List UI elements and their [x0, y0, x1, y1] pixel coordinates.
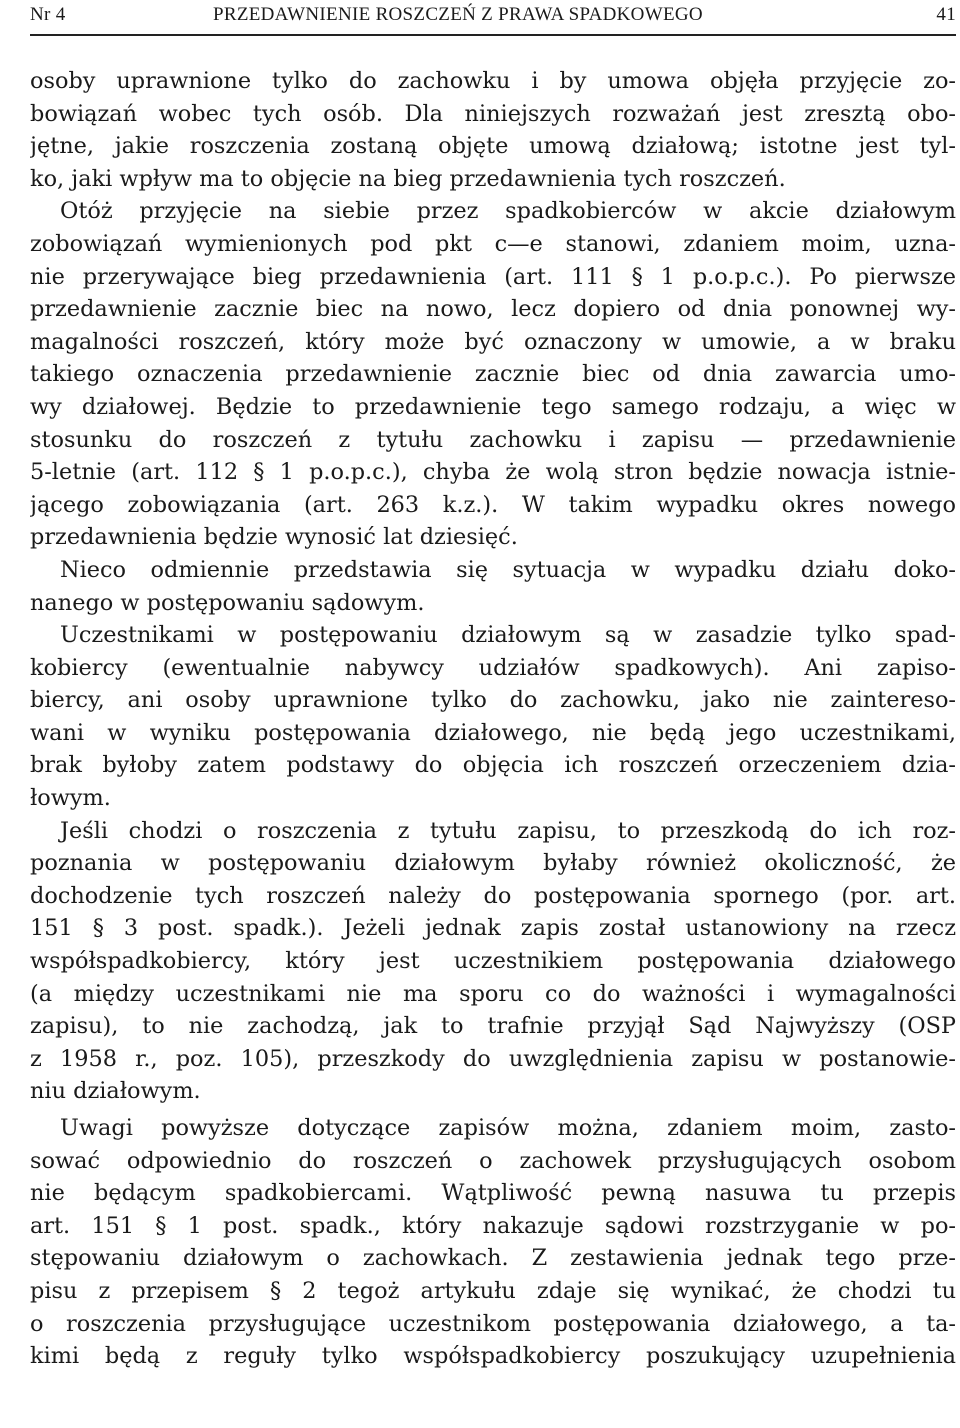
text-line: przedawnienia będzie wynosić lat dziesięć. [30, 524, 518, 551]
page-number: 41 [936, 4, 956, 25]
text-line: niu działowym. [30, 1078, 201, 1105]
text-line: zapisu), to nie zachodzą, jak to trafnie przyjął Sąd Najwyższy (OSP [30, 1013, 956, 1040]
text-line: nie będącym spadkobiercami. Wątpliwość pewną nasuwa tu przepis [30, 1180, 956, 1207]
text-line: z 1958 r., poz. 105), przeszkody do uwzględnienia zapisu w postanowie- [30, 1045, 956, 1072]
issue-number: Nr 4 [30, 4, 66, 25]
text-line: ko, jaki wpływ ma to objęcie na bieg przedawnienia tych roszczeń. [30, 165, 786, 192]
text-line: Otóż przyjęcie na siebie przez spadkobierców w akcie działowym [60, 198, 956, 225]
text-line: stosunku do roszczeń z tytułu zachowku i zapisu — przedawnienie [30, 426, 956, 453]
text-line: Jeśli chodzi o roszczenia z tytułu zapisu, to przeszkodą do ich roz- [60, 817, 956, 844]
text-line: poznania w postępowaniu działowym byłaby również okoliczność, że [30, 850, 956, 877]
text-line: stępowaniu działowym o zachowkach. Z zestawienia jednak tego prze- [30, 1245, 956, 1272]
text-line: dochodzenie tych roszczeń należy do postępowania spornego (por. art. [30, 882, 956, 909]
text-line: współspadkobiercy, który jest uczestnikiem postępowania działowego [30, 948, 956, 975]
text-line: kobiercy (ewentualnie nabywcy udziałów spadkowych). Ani zapiso- [30, 654, 956, 681]
text-line: Uwagi powyższe dotyczące zapisów można, zdaniem moim, zasto- [60, 1115, 956, 1141]
text-line: 151 § 3 post. spadk.). Jeżeli jednak zapis został ustanowiony na rzecz [30, 915, 956, 942]
body-text [30, 65, 956, 1373]
text-line: 5-letnie (art. 112 § 1 p.o.p.c.), chyba że wolą stron będzie nowacja istnie- [30, 459, 956, 486]
text-line: jącego zobowiązania (art. 263 k.z.). W takim wypadku okres nowego [30, 491, 956, 518]
text-line: osoby uprawnione tylko do zachowku i by umowa objęła przyjęcie zo- [30, 68, 956, 94]
text-line: łowym. [30, 785, 111, 812]
text-line: brak byłoby zatem podstawy do objęcia ich roszczeń orzeczeniem dzia- [30, 752, 956, 779]
text-line: pisu z przepisem § 2 tegoż artykułu zdaje się wynikać, że chodzi tu [30, 1277, 956, 1304]
text-line: zobowiązań wymienionych pod pkt c—e stanowi, zdaniem moim, uzna- [30, 230, 956, 257]
text-line: Nieco odmiennie przedstawia się sytuacja w wypadku działu doko- [60, 556, 956, 583]
running-title: PRZEDAWNIENIE ROSZCZEŃ Z PRAWA SPADKOWEGO [213, 4, 703, 25]
text-line: wy działowej. Będzie to przedawnienie tego samego rodzaju, a więc w [30, 393, 956, 420]
running-header [30, 0, 958, 30]
text-line: o roszczenia przysługujące uczestnikom postępowania działowego, a ta- [30, 1310, 956, 1337]
text-line: magalności roszczeń, który może być oznaczony w umowie, a w braku [30, 328, 956, 355]
text-line: takiego oznaczenia przedawnienie zacznie biec od dnia zawarcia umo- [30, 361, 956, 388]
text-line: bowiązań wobec tych osób. Dla niniejszych rozważań jest zresztą obo- [30, 100, 956, 127]
text-line: kimi będą z reguły tylko współspadkobiercy poszukujący uzupełnienia [30, 1343, 956, 1370]
text-line: nie przerywające bieg przedawnienia (art. 111 § 1 p.o.p.c.). Po pierwsze [30, 263, 956, 290]
text-line: art. 151 § 1 post. spadk., który nakazuje sądowi rozstrzyganie w po- [30, 1212, 956, 1239]
text-line: przedawnienie zacznie biec na nowo, lecz dopiero od dnia ponownej wy- [30, 296, 956, 323]
header-rule [30, 34, 956, 36]
text-line: nanego w postępowaniu sądowym. [30, 589, 425, 616]
text-line: Uczestnikami w postępowaniu działowym są w zasadzie tylko spad- [60, 622, 956, 649]
text-line: jętne, jakie roszczenia zostaną objęte umową działową; istotne jest tyl- [30, 133, 956, 160]
text-line: sować odpowiednio do roszczeń o zachowek przysługujących osobom [30, 1147, 956, 1174]
text-line: (a między uczestnikami nie ma sporu co do ważności i wymagalności [30, 980, 956, 1007]
text-line: wani w wyniku postępowania działowego, nie będą jego uczestnikami, [30, 719, 956, 746]
text-line: biercy, ani osoby uprawnione tylko do zachowku, jako nie zaintereso- [30, 687, 956, 714]
